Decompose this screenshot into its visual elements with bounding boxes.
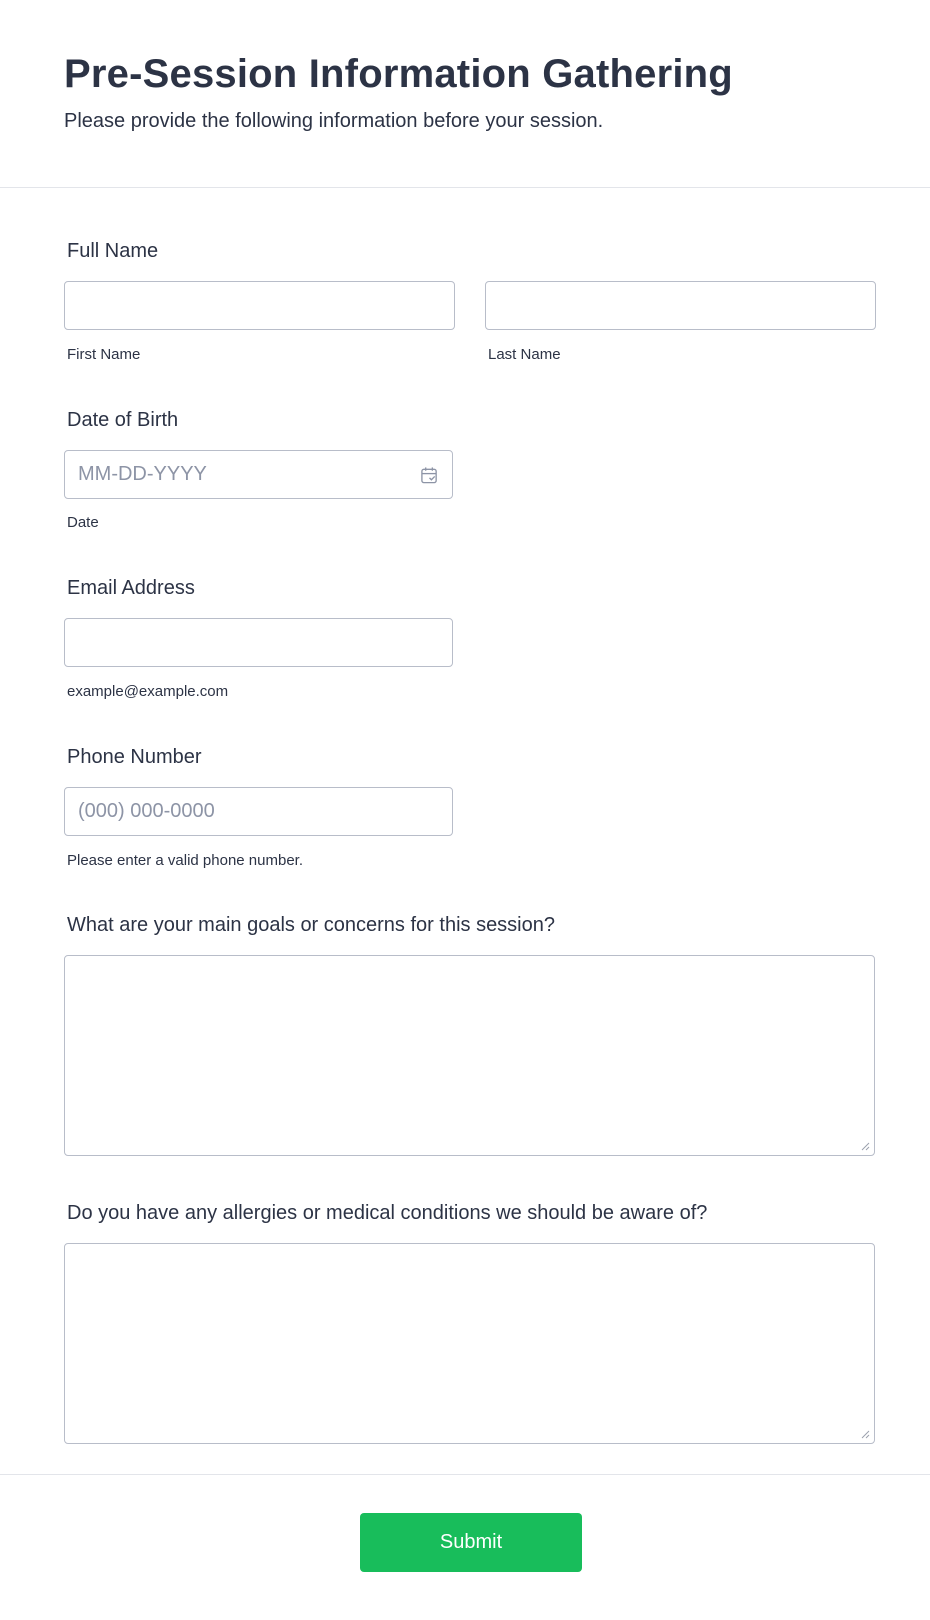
page-title: Pre-Session Information Gathering	[64, 52, 733, 96]
goals-textarea[interactable]	[65, 956, 874, 1155]
first-name-sublabel: First Name	[67, 346, 141, 363]
date-of-birth-field[interactable]	[64, 450, 453, 499]
allergies-textarea-box[interactable]	[64, 1243, 875, 1444]
date-of-birth-label: Date of Birth	[67, 409, 179, 431]
last-name-field[interactable]	[485, 281, 876, 330]
resize-grip-icon[interactable]	[860, 1141, 870, 1151]
calendar-icon[interactable]	[420, 466, 439, 485]
email-input[interactable]	[65, 619, 452, 666]
email-label: Email Address	[67, 577, 195, 599]
date-of-birth-input[interactable]	[65, 451, 452, 498]
email-sublabel: example@example.com	[67, 683, 229, 700]
goals-label: What are your main goals or concerns for this session?	[67, 914, 555, 936]
full-name-label: Full Name	[67, 240, 159, 262]
phone-sublabel: Please enter a valid phone number.	[67, 852, 303, 869]
email-field[interactable]	[64, 618, 453, 667]
phone-field[interactable]	[64, 787, 453, 836]
allergies-label: Do you have any allergies or medical conditions we should be aware of?	[67, 1202, 708, 1224]
first-name-input[interactable]	[65, 282, 454, 329]
phone-label: Phone Number	[67, 746, 202, 768]
phone-input[interactable]	[65, 788, 452, 835]
last-name-sublabel: Last Name	[488, 346, 561, 363]
goals-textarea-box[interactable]	[64, 955, 875, 1156]
last-name-input[interactable]	[486, 282, 875, 329]
allergies-textarea[interactable]	[65, 1244, 874, 1443]
date-sublabel: Date	[67, 514, 99, 531]
resize-grip-icon[interactable]	[860, 1429, 870, 1439]
submit-button[interactable]: Submit	[360, 1513, 582, 1572]
form-header	[0, 0, 930, 188]
page-subtitle: Please provide the following information before your session.	[64, 110, 604, 132]
first-name-field[interactable]	[64, 281, 455, 330]
footer-divider	[0, 1474, 930, 1475]
